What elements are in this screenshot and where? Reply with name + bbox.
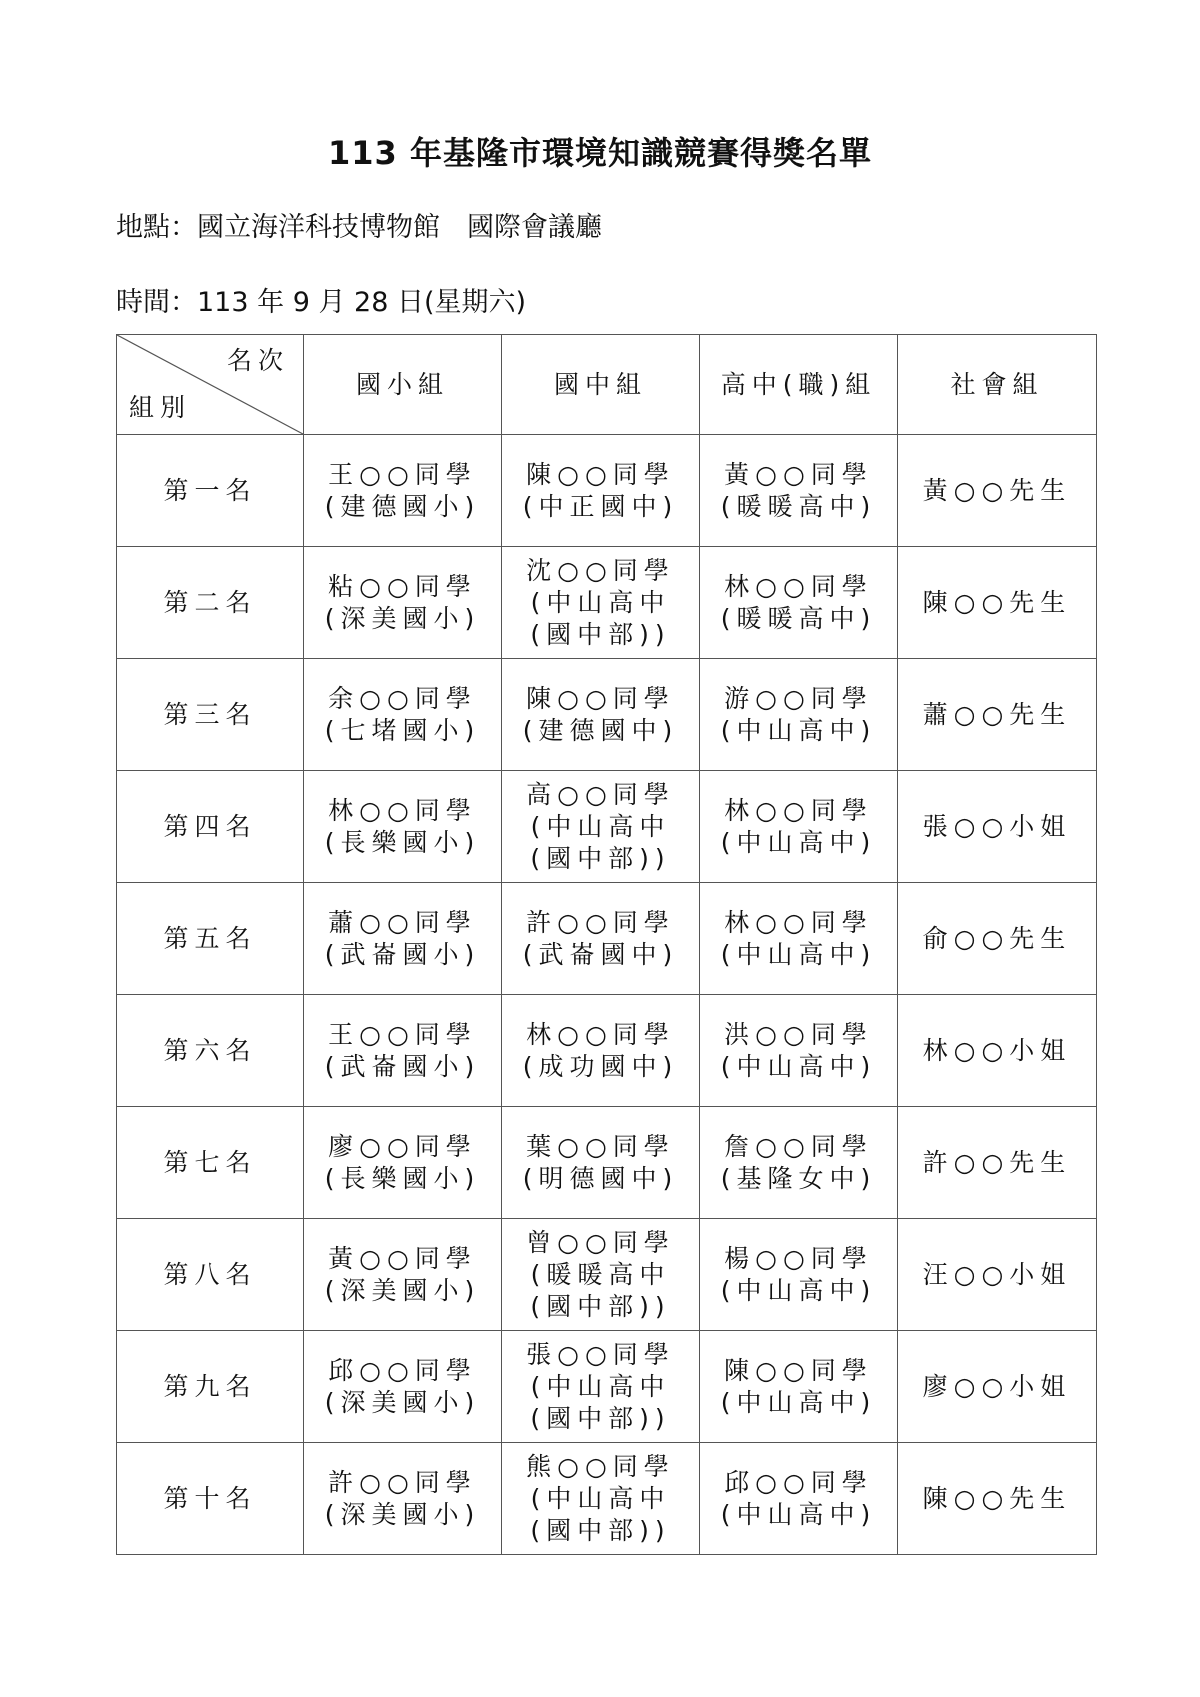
winner-name: 沈○○同學: [526, 555, 675, 585]
junior-winner-cell: [502, 1443, 700, 1555]
winner-school: (深美國小): [324, 603, 481, 633]
winner-school: (中山高中: [530, 1483, 671, 1513]
winner-name: 張○○同學: [526, 1339, 675, 1369]
winner-school: (中山高中): [720, 1275, 877, 1305]
winner-name: 王○○同學: [328, 1019, 477, 1049]
winner-name: 高○○同學: [526, 779, 675, 809]
senior-winner-cell: [700, 659, 898, 771]
table-row: [117, 771, 1097, 883]
corner-header-cell: [117, 335, 304, 435]
winner-name: 熊○○同學: [526, 1451, 675, 1481]
rank-cell: 第二名: [117, 547, 304, 659]
winner-name: 葉○○同學: [526, 1131, 675, 1161]
winner-school: (建德國小): [324, 491, 481, 521]
table-header-row: [117, 335, 1097, 435]
table-row: [117, 547, 1097, 659]
elementary-winner-cell: [304, 771, 502, 883]
elementary-winner-cell: [304, 659, 502, 771]
rank-cell: 第七名: [117, 1107, 304, 1219]
senior-winner-cell: [700, 1219, 898, 1331]
award-table: [116, 334, 1097, 1555]
column-header-junior: 國中組: [502, 335, 700, 435]
elementary-winner-cell: [304, 435, 502, 547]
winner-name: 邱○○同學: [328, 1355, 477, 1385]
winner-school: (國中部)): [530, 843, 671, 873]
winner-name: 廖○○同學: [328, 1131, 477, 1161]
winner-school: (中山高中): [720, 1387, 877, 1417]
winner-school: (國中部)): [530, 1403, 671, 1433]
winner-name: 楊○○同學: [724, 1243, 873, 1273]
column-header-elementary: 國小組: [304, 335, 502, 435]
winner-name: 陳○○同學: [526, 683, 675, 713]
junior-winner-cell: [502, 1331, 700, 1443]
winner-school: (建德國中): [522, 715, 679, 745]
winner-school: (長樂國小): [324, 827, 481, 857]
junior-winner-cell: [502, 995, 700, 1107]
table-row: [117, 1219, 1097, 1331]
winner-school: (武崙國中): [522, 939, 679, 969]
column-header-senior: 高中(職)組: [700, 335, 898, 435]
public-winner-cell: 林○○小姐: [898, 995, 1097, 1107]
elementary-winner-cell: [304, 1219, 502, 1331]
winner-name: 林○○同學: [724, 907, 873, 937]
junior-winner-cell: [502, 659, 700, 771]
winner-school: (武崙國小): [324, 1051, 481, 1081]
winner-name: 許○○同學: [328, 1467, 477, 1497]
winner-name: 林○○同學: [724, 795, 873, 825]
winner-school: (中山高中): [720, 1499, 877, 1529]
winner-name: 邱○○同學: [724, 1467, 873, 1497]
elementary-winner-cell: [304, 995, 502, 1107]
junior-winner-cell: [502, 1107, 700, 1219]
winner-name: 林○○同學: [526, 1019, 675, 1049]
senior-winner-cell: [700, 995, 898, 1107]
public-winner-cell: 許○○先生: [898, 1107, 1097, 1219]
corner-rank-label: 名次: [226, 346, 289, 375]
winner-school: (中山高中): [720, 827, 877, 857]
winner-school: (深美國小): [324, 1499, 481, 1529]
senior-winner-cell: [700, 435, 898, 547]
senior-winner-cell: [700, 771, 898, 883]
winner-school: (七堵國小): [324, 715, 481, 745]
table-row: [117, 1107, 1097, 1219]
rank-cell: 第五名: [117, 883, 304, 995]
event-location: 地點：國立海洋科技博物館 國際會議廳: [116, 212, 602, 243]
senior-winner-cell: [700, 547, 898, 659]
rank-cell: 第四名: [117, 771, 304, 883]
winner-school: (深美國小): [324, 1275, 481, 1305]
rank-cell: 第九名: [117, 1331, 304, 1443]
winner-school: (明德國中): [522, 1163, 679, 1193]
winner-name: 陳○○同學: [526, 459, 675, 489]
public-winner-cell: 俞○○先生: [898, 883, 1097, 995]
public-winner-cell: 汪○○小姐: [898, 1219, 1097, 1331]
winner-name: 王○○同學: [328, 459, 477, 489]
public-winner-cell: 蕭○○先生: [898, 659, 1097, 771]
winner-school: (成功國中): [522, 1051, 679, 1081]
rank-cell: 第十名: [117, 1443, 304, 1555]
elementary-winner-cell: [304, 547, 502, 659]
winner-school: (國中部)): [530, 619, 671, 649]
elementary-winner-cell: [304, 1107, 502, 1219]
rank-cell: 第六名: [117, 995, 304, 1107]
winner-school: (中山高中: [530, 811, 671, 841]
elementary-winner-cell: [304, 1331, 502, 1443]
winner-school: (深美國小): [324, 1387, 481, 1417]
junior-winner-cell: [502, 771, 700, 883]
rank-cell: 第一名: [117, 435, 304, 547]
table-row: [117, 659, 1097, 771]
winner-name: 陳○○同學: [724, 1355, 873, 1385]
award-table-body: [117, 435, 1097, 1555]
table-row: [117, 995, 1097, 1107]
winner-school: (國中部)): [530, 1515, 671, 1545]
junior-winner-cell: [502, 547, 700, 659]
senior-winner-cell: [700, 1331, 898, 1443]
winner-name: 林○○同學: [724, 571, 873, 601]
public-winner-cell: 黃○○先生: [898, 435, 1097, 547]
rank-cell: 第八名: [117, 1219, 304, 1331]
column-header-public: 社會組: [898, 335, 1097, 435]
winner-school: (武崙國小): [324, 939, 481, 969]
senior-winner-cell: [700, 883, 898, 995]
winner-school: (基隆女中): [720, 1163, 877, 1193]
winner-school: (暖暖高中): [720, 603, 877, 633]
winner-name: 余○○同學: [328, 683, 477, 713]
table-row: [117, 435, 1097, 547]
senior-winner-cell: [700, 1443, 898, 1555]
winner-school: (國中部)): [530, 1291, 671, 1321]
winner-school: (暖暖高中): [720, 491, 877, 521]
public-winner-cell: 陳○○先生: [898, 547, 1097, 659]
public-winner-cell: 陳○○先生: [898, 1443, 1097, 1555]
winner-school: (中正國中): [522, 491, 679, 521]
winner-school: (中山高中): [720, 715, 877, 745]
winner-name: 蕭○○同學: [328, 907, 477, 937]
public-winner-cell: 廖○○小姐: [898, 1331, 1097, 1443]
elementary-winner-cell: [304, 883, 502, 995]
rank-cell: 第三名: [117, 659, 304, 771]
winner-name: 粘○○同學: [328, 571, 477, 601]
winner-school: (中山高中): [720, 1051, 877, 1081]
winner-name: 游○○同學: [724, 683, 873, 713]
table-row: [117, 1443, 1097, 1555]
table-row: [117, 883, 1097, 995]
winner-name: 黃○○同學: [724, 459, 873, 489]
winner-school: (中山高中: [530, 587, 671, 617]
winner-school: (中山高中: [530, 1371, 671, 1401]
elementary-winner-cell: [304, 1443, 502, 1555]
winner-name: 黃○○同學: [328, 1243, 477, 1273]
winner-name: 曾○○同學: [526, 1227, 675, 1257]
public-winner-cell: 張○○小姐: [898, 771, 1097, 883]
winner-school: (中山高中): [720, 939, 877, 969]
winner-name: 林○○同學: [328, 795, 477, 825]
event-datetime: 時間：113 年 9 月 28 日(星期六): [116, 287, 527, 318]
winner-name: 詹○○同學: [724, 1131, 873, 1161]
winner-name: 洪○○同學: [724, 1019, 873, 1049]
table-row: [117, 1331, 1097, 1443]
junior-winner-cell: [502, 883, 700, 995]
junior-winner-cell: [502, 1219, 700, 1331]
junior-winner-cell: [502, 435, 700, 547]
corner-group-label: 組別: [129, 393, 192, 422]
winner-school: (暖暖高中: [530, 1259, 671, 1289]
page-title: 113 年基隆市環境知識競賽得獎名單: [328, 134, 872, 172]
winner-name: 許○○同學: [526, 907, 675, 937]
winner-school: (長樂國小): [324, 1163, 481, 1193]
senior-winner-cell: [700, 1107, 898, 1219]
